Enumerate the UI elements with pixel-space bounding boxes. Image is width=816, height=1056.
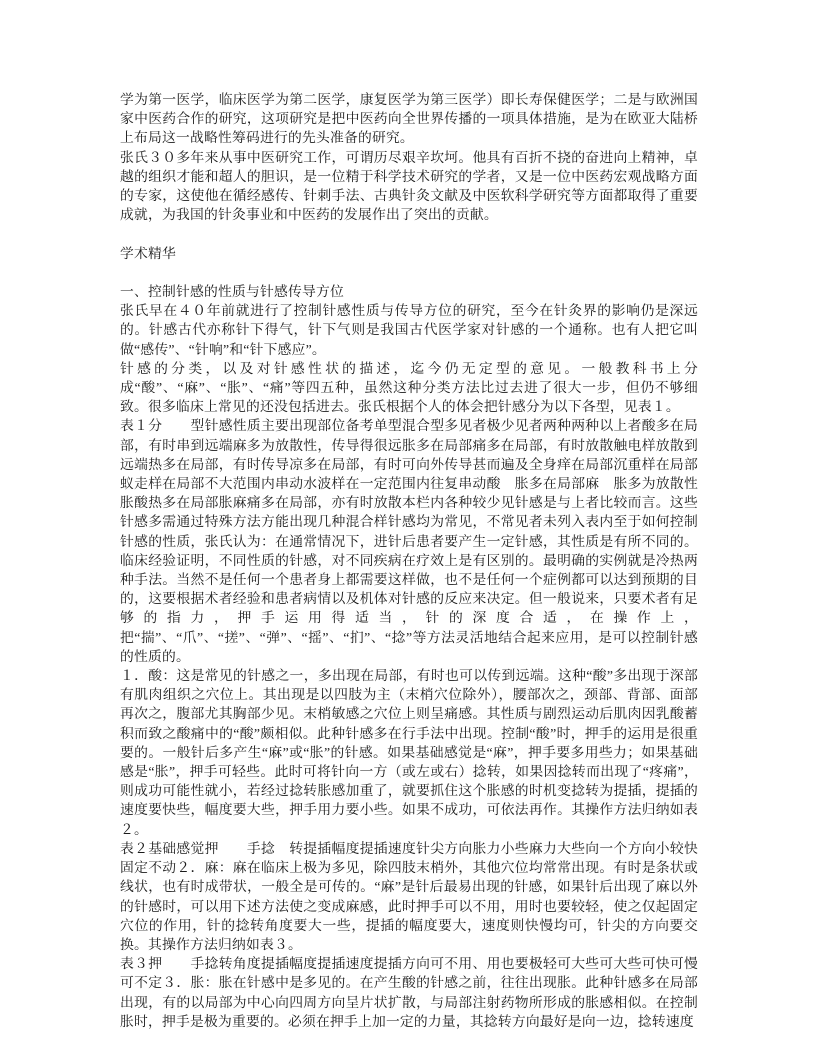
paragraph-suan-sensation: １．酸：这是常见的针感之一，多出现在局部，有时也可以传到远端。这种“酸”多出现于深部有肌肉组织之穴位上。其出现是以四肢为主（末梢穴位除外），腰部次之，颈部、背部、面部再次之，腹部尤其胸部少见。末梢敏感之穴位上则呈痛感。其性质与剧烈运动后肌肉因乳酸蓄积而致之酸痛中的“酸”颇相似。此种针感多在行手法中出现。控制“酸”时，押手的运用是很重要的。一般针后多产生“麻”或“胀”的针感。如果基础感觉是“麻”，押手要多用些力；如果基础感是“胀”，押手可轻些。此时可将针向一方（或左或右）捻转，如果因捻转而出现了“疼痛”，则成功可能性就小，若经过捻转胀感加重了，就要抓住这个胀感的时机变捻转为提插，提插的速度要快些，幅度要大些，押手用力要小些。如果不成功，可依法再作。其操作方法归纳如表２。 (120, 668, 698, 837)
paragraph-needle-sensation-history: 张氏早在４０年前就进行了控制针感性质与传导方位的研究，至今在针灸界的影响仍是深远的。针感古代亦称针下得气，针下气则是我国古代医学家对针感的一个通称。也有人把它叫做“感传”、“针响”和“针下感应”。 (120, 303, 698, 357)
paragraph-table1-and-control: 表１分 型针感性质主要出现部位备考单型混合型多见者极少见者两种两种以上者酸多在局部，有时串到远端麻多为放散性，传导得很远胀多在局部痛多在局部，有时放散触电样放散到远端热多在局部，有时传导凉多在局部，有时可向外传导甚而遍及全身痒在局部沉重样在局部蚁走样在局部不大范围内串动水波样在一定范围内往复串动酸 胀多在局部麻 胀多为放散性胀酸热多在局部胀麻痛多在局部，亦有时放散本栏内各种较少见针感是与上者比较而言。这些针感多需通过特殊方法方能出现几种混合样针感均为常见，不常见者未列入表内至于如何控制针感的性质，张氏认为：在通常情况下，进针后患者要产生一定针感，其性质是有所不同的。临床经验证明，不同性质的针感，对不同疾病在疗效上是有区别的。最明确的实例就是冷热两种手法。当然不是任何一个患者身上都需要这样做，也不是任何一个症例都可以达到预期的目的，这要根据术者经验和患者病情以及机体对针感的反应来决定。但一般说来，只要术者有足够的指力，押手运用得适当，针的深度合适，在操作上，把“揣”、“爪”、“搓”、“弹”、“摇”、“扪”、“捻”等方法灵活地结合起来应用，是可以控制针感的性质的。 (120, 418, 698, 664)
paragraph-classification: 针感的分类，以及对针感性状的描述，迄今仍无定型的意见。一般教科书上分成“酸”、“麻”、“胀”、“痛”等四五种，虽然这种分类方法比过去进了很大一步，但仍不够细致。很多临床上常见的还没包括进去。张氏根据个人的体会把针感分为以下各型，见表１。 (120, 360, 698, 415)
paragraph-intro-continuation: 学为第一医学，临床医学为第二医学，康复医学为第三医学）即长寿保健医学；二是与欧洲国家中医药合作的研究，这项研究是把中医药向全世界传播的一项具体措施，是为在欧亚大陆桥上布局这一战略性筹码进行的先头准备的研究。 (120, 92, 698, 146)
paragraph-biography: 张氏３０多年来从事中医研究工作，可谓历尽艰辛坎坷。他具有百折不挠的奋进向上精神，卓越的组织才能和超人的胆识，是一位精于科学技术研究的学者，又是一位中医药宏观战略方面的专家，这使他在循经感传、针刺手法、古典针灸文献及中医软科学研究等方面都取得了重要成就，为我国的针灸事业和中医药的发展作出了突出的贡献。 (120, 149, 698, 223)
section-heading: 学术精华 (120, 245, 176, 261)
subsection-heading: 一、控制针感的性质与针感传导方位 (120, 284, 344, 299)
paragraph-table2-and-ma-sensation: 表２基础感觉押 手捻 转提插幅度提插速度针尖方向胀力小些麻力大些向一个方向小较快固定不动２．麻：麻在临床上极为多见，除四肢末梢外，其他穴位均常常出现。有时是条状或线状，也有时成带状，一般全是可传的。“麻”是针后最易出现的针感，如果针后出现了麻以外的针感时，可以用下述方法使之变成麻感，此时押手可以不用，用时也要较轻，使之仅起固定穴位的作用，针的捻转角度要大一些，提插的幅度要大，速度则快慢均可，针尖的方向要交换。其操作方法归纳如表３。 (120, 840, 698, 952)
paragraph-table3-and-zhang-sensation: 表３押 手捻转角度提插幅度提插速度提插方向可不用、用也要极轻可大些可大些可快可慢可不定３．胀：胀在针感中是多见的。在产生酸的针感之前，往往出现胀。此种针感多在局部出现，有的以局部为中心向四周方向呈片状扩散，与局部注射药物所形成的胀感相似。在控制胀时，押手是极为重要的。必须在押手上加一定的力量，其捻转方向最好是向一边，捻转速度 (120, 956, 698, 1029)
